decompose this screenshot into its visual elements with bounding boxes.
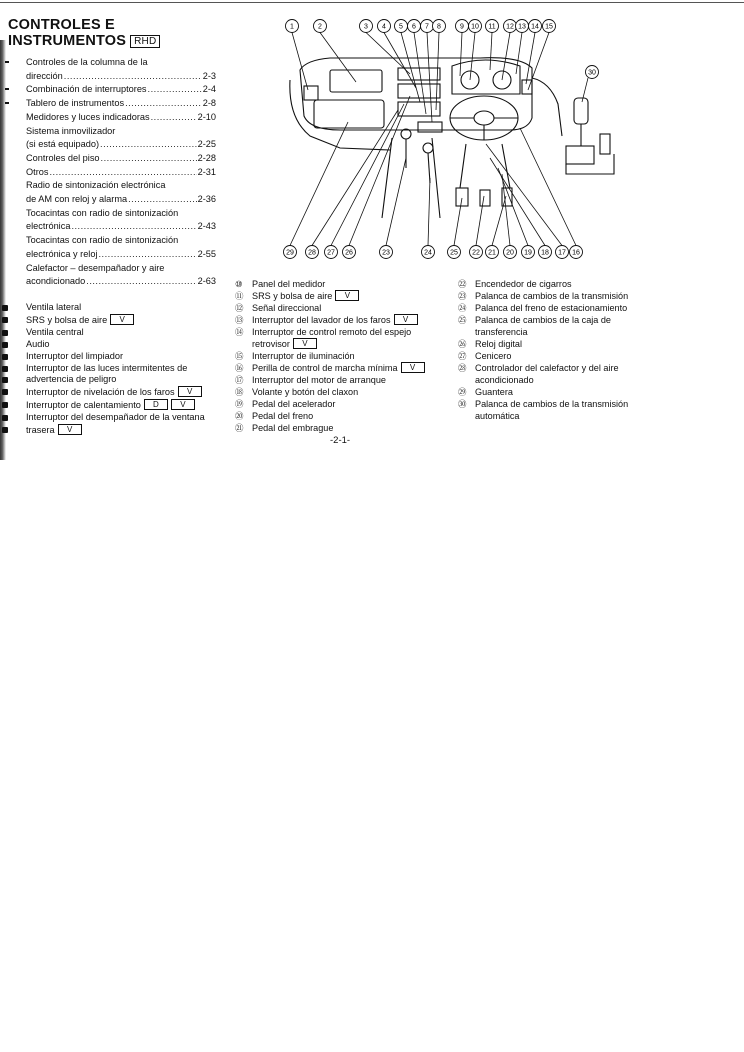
title-line-1: CONTROLES E: [8, 17, 115, 33]
callout-label-top: 1: [290, 23, 294, 31]
callout-label-bottom: 29: [286, 249, 294, 257]
legend-text: [475, 338, 522, 350]
legend-label: Interruptor de control remoto del espejo: [252, 327, 412, 337]
legend-text: [475, 362, 619, 374]
legend-text: [252, 386, 358, 398]
callout-number: ⑭: [235, 327, 244, 337]
leader-line: [526, 33, 535, 85]
legend-text: [475, 302, 627, 314]
legend-label: Pedal del acelerador: [252, 399, 336, 409]
legend-text: [252, 410, 313, 422]
toc-entry-text: Medidores y luces indicadoras: [26, 111, 150, 122]
toc-entry-text: de AM con reloj y alarma: [26, 194, 128, 205]
callout-label-side: 30: [588, 69, 596, 77]
variant-box: V: [178, 386, 202, 397]
legend-text: [252, 398, 335, 410]
callout-number: ㉕: [458, 315, 467, 325]
legend-text: [475, 386, 513, 398]
toc-entry-text: electrónica y reloj: [26, 248, 98, 259]
toc-leader-dots: [100, 138, 197, 152]
callout-number: ⑱: [235, 387, 244, 397]
legend-label: Palanca del freno de estacionamiento: [475, 303, 628, 313]
callout-marker: [2, 354, 8, 360]
leader-line: [320, 33, 356, 83]
callout-number: ⑲: [235, 399, 244, 409]
toc-entry-text: Calefactor – desempañador y aire: [26, 262, 165, 273]
page-title: [8, 17, 160, 49]
legend-right-item: [458, 278, 682, 290]
callout-number: ⑫: [235, 303, 244, 313]
callout-label-top: 12: [506, 23, 514, 31]
top-rule: [0, 2, 744, 3]
legend-mid-item: [235, 410, 455, 422]
bullet-marker: [5, 102, 9, 104]
leader-line: [290, 122, 348, 246]
toc-page-number: 2-36: [197, 194, 216, 205]
toc-page-number: 2-31: [197, 166, 216, 177]
legend-label: Interruptor de iluminación: [252, 351, 355, 361]
callout-marker: [2, 305, 8, 311]
toc-row: [26, 262, 216, 276]
legend-label: Palanca de cambios de la caja de: [475, 315, 611, 325]
legend-text: [252, 350, 355, 362]
legend-right-list: [458, 278, 682, 422]
callout-label-bottom: 23: [382, 249, 390, 257]
callout-number: ㉚: [458, 399, 467, 409]
callout-label-top: 13: [518, 23, 526, 31]
legend-mid-item: [235, 278, 455, 290]
legend-mid-item: [235, 422, 455, 434]
toc-leader-dots: [125, 97, 202, 111]
callout-marker: [2, 427, 8, 433]
callout-label-bottom: 28: [308, 249, 316, 257]
legend-text: [475, 278, 572, 290]
legend-text: [252, 422, 333, 434]
toc-leader-dots: [86, 275, 196, 289]
toc-entry-text: acondicionado: [26, 276, 86, 287]
leader-line: [460, 33, 462, 77]
legend-mid-item: [235, 362, 455, 374]
callout-label-bottom: 20: [506, 249, 514, 257]
legend-left-text: Audio: [26, 338, 50, 349]
toc-entry-text: Combinación de interruptores: [26, 84, 147, 95]
legend-mid-item: [235, 338, 455, 350]
legend-label: transferencia: [475, 327, 528, 337]
bullet-marker: [5, 88, 9, 90]
legend-middle-list: [235, 278, 455, 434]
legend-left-item: [26, 386, 226, 399]
toc-entry-text: Controles del piso: [26, 152, 100, 163]
toc-row: [26, 111, 216, 125]
toc-page-number: 2-8: [202, 98, 216, 109]
legend-text: [252, 278, 325, 290]
callout-number: [458, 326, 475, 338]
callout-label-top: 8: [437, 23, 441, 31]
legend-right-item: [458, 326, 682, 338]
legend-label: SRS y bolsa de aire: [252, 291, 333, 301]
legend-label: Panel del medidor: [252, 279, 326, 289]
callout-label-top: 2: [318, 23, 322, 31]
callout-marker: [2, 402, 8, 408]
toc-row: [26, 83, 216, 97]
callout-marker: [2, 317, 8, 323]
toc-leader-dots: [151, 111, 197, 125]
callout-label-top: 15: [545, 23, 553, 31]
callout-marker: [2, 389, 8, 395]
legend-label: Guantera: [475, 387, 513, 397]
callout-number: ㉘: [458, 363, 467, 373]
callout-label-top: 7: [425, 23, 429, 31]
legend-label: Volante y botón del claxon: [252, 387, 359, 397]
callout-label-top: 14: [531, 23, 539, 31]
toc-entry-text: dirección: [26, 70, 63, 81]
legend-text: [475, 326, 528, 338]
title-line-2: [8, 33, 160, 49]
leader-line: [454, 198, 462, 246]
bullet-marker: [5, 61, 9, 63]
legend-label: Señal direccional: [252, 303, 322, 313]
callout-label-top: 9: [460, 23, 464, 31]
callout-label-bottom: 17: [558, 249, 566, 257]
legend-label: Pedal del freno: [252, 411, 314, 421]
callout-label-bottom: 22: [472, 249, 480, 257]
legend-left-text: Interruptor del limpiador: [26, 350, 124, 361]
legend-label: Encendedor de cigarros: [475, 279, 572, 289]
toc-leader-dots: [128, 193, 197, 207]
leader-line: [428, 178, 430, 246]
callout-label-bottom: 24: [424, 249, 432, 257]
legend-label: acondicionado: [475, 375, 534, 385]
callout-number: ㉑: [235, 423, 244, 433]
variant-box: V: [394, 314, 418, 325]
legend-text: [475, 398, 628, 410]
legend-text: [475, 290, 628, 302]
toc-entry-text: Sistema inmovilizador: [26, 125, 116, 136]
callout-number: ㉒: [458, 279, 467, 289]
legend-text: [252, 314, 418, 326]
legend-left-item: [26, 302, 226, 314]
legend-label: Interruptor del lavador de los faros: [252, 315, 391, 325]
legend-mid-item: [235, 398, 455, 410]
legend-left-item: [26, 374, 226, 386]
toc-row: [26, 97, 216, 111]
leader-line: [292, 33, 308, 91]
legend-left-list: [26, 302, 226, 437]
legend-right-item: [458, 350, 682, 362]
toc-entry-text: Tocacintas con radio de sintonización: [26, 207, 179, 218]
legend-text: [252, 326, 411, 338]
rhd-badge: RHD: [130, 35, 160, 48]
callout-label-top: 6: [412, 23, 416, 31]
legend-text: [252, 302, 321, 314]
callout-label-bottom: 27: [327, 249, 335, 257]
callout-number: ㉔: [458, 303, 467, 313]
toc-page-number: 2-25: [197, 139, 216, 150]
toc-row: [26, 248, 216, 262]
toc-entry-text: (si está equipado): [26, 139, 100, 150]
callout-label-bottom: 16: [572, 249, 580, 257]
legend-text: [475, 314, 611, 326]
callout-number: ⑰: [235, 375, 244, 385]
legend-left-item: [26, 412, 226, 424]
dashboard-diagram: [270, 18, 624, 274]
legend-label: Palanca de cambios de la transmisión: [475, 399, 629, 409]
toc-leader-dots: [49, 166, 196, 180]
leader-line: [427, 33, 432, 123]
callout-number: [458, 374, 475, 386]
legend-text: [475, 374, 534, 386]
callout-number: ⑮: [235, 351, 244, 361]
callout-marker: [2, 330, 8, 336]
legend-right-item: [458, 290, 682, 302]
legend-label: Controlador del calefactor y del aire: [475, 363, 619, 373]
toc-row: [26, 220, 216, 234]
legend-left-item: [26, 327, 226, 339]
callout-marker: [2, 415, 8, 421]
toc-leader-dots: [148, 83, 202, 97]
legend-label: Pedal del embrague: [252, 423, 334, 433]
toc-page-number: 2-63: [197, 276, 216, 287]
legend-label: Palanca de cambios de la transmisión: [475, 291, 629, 301]
variant-box: V: [401, 362, 425, 373]
callout-number: ㉙: [458, 387, 467, 397]
legend-left-item: [26, 314, 226, 327]
legend-left-item: [26, 424, 226, 437]
toc-row: [26, 56, 216, 70]
callout-marker: [2, 342, 8, 348]
legend-text: [475, 410, 519, 422]
callout-label-bottom: 18: [541, 249, 549, 257]
legend-mid-item: [235, 386, 455, 398]
callout-label-top: 4: [382, 23, 386, 31]
variant-box: V: [335, 290, 359, 301]
legend-left-item: [26, 399, 226, 412]
toc-page-number: 2-43: [197, 221, 216, 232]
legend-label: Cenicero: [475, 351, 512, 361]
variant-box: D: [144, 399, 168, 410]
legend-label: automática: [475, 411, 520, 421]
legend-right-item: [458, 374, 682, 386]
leader-line: [502, 33, 510, 81]
legend-right-item: [458, 398, 682, 410]
legend-mid-item: [235, 374, 455, 386]
leader-line: [502, 174, 510, 246]
toc-leader-dots: [101, 152, 197, 166]
legend-left-text: Ventila central: [26, 326, 84, 337]
legend-left-text: SRS y bolsa de aire: [26, 314, 108, 325]
callout-number: [235, 338, 252, 350]
legend-mid-item: [235, 302, 455, 314]
toc-row: [26, 125, 216, 139]
leader-line: [492, 196, 506, 246]
toc-row: [26, 193, 216, 207]
callout-label-top: 5: [399, 23, 403, 31]
legend-left-text: Interruptor de las luces intermitentes de: [26, 362, 188, 373]
callout-number: ⑩: [235, 279, 243, 289]
legend-text: [252, 338, 317, 350]
legend-label: Perilla de control de marcha mínima: [252, 363, 398, 373]
variant-box: V: [110, 314, 134, 325]
callout-marker: [2, 366, 8, 372]
toc-row: [26, 166, 216, 180]
toc-page-number: 2-28: [197, 152, 216, 163]
legend-left-item: [26, 351, 226, 363]
legend-right-item: [458, 302, 682, 314]
callout-label-top: 10: [471, 23, 479, 31]
leader-line: [386, 158, 406, 246]
legend-right-item: [458, 410, 682, 422]
callout-label-top: 11: [488, 23, 496, 31]
legend-left-item: [26, 363, 226, 375]
toc-leader-dots: [64, 70, 202, 84]
toc-row: [26, 275, 216, 289]
toc-row: [26, 207, 216, 221]
toc-entry-text: Tablero de instrumentos: [26, 98, 125, 109]
legend-mid-item: [235, 326, 455, 338]
title-line-2-text: INSTRUMENTOS: [8, 33, 127, 49]
legend-right-item: [458, 314, 682, 326]
callout-number: ㉗: [458, 351, 467, 361]
toc-page-number: 2-3: [202, 70, 216, 81]
legend-label: Interruptor del motor de arranque: [252, 375, 386, 385]
legend-left-text: trasera: [26, 425, 55, 436]
leader-line: [490, 158, 545, 246]
legend-label: Reloj digital: [475, 339, 523, 349]
table-of-contents: [26, 56, 216, 289]
legend-left-text: Interruptor de calentamiento: [26, 400, 141, 411]
legend-text: [252, 362, 425, 374]
leader-line: [486, 144, 562, 246]
callout-label-top: 3: [364, 23, 368, 31]
callout-number: ⑪: [235, 291, 244, 301]
toc-row: [26, 70, 216, 84]
legend-right-item: [458, 386, 682, 398]
legend-left-text: Interruptor de nivelación de los faros: [26, 387, 175, 398]
legend-mid-item: [235, 290, 455, 302]
leader-line: [490, 33, 492, 71]
toc-entry-text: Tocacintas con radio de sintonización: [26, 235, 179, 246]
callout-label-bottom: 21: [488, 249, 496, 257]
legend-text: [475, 350, 511, 362]
callout-number: [458, 410, 475, 422]
variant-box: V: [58, 424, 82, 435]
toc-row: [26, 234, 216, 248]
toc-page-number: 2-55: [197, 248, 216, 259]
leader-line: [331, 104, 404, 246]
toc-row: [26, 179, 216, 193]
legend-left-text: Ventila lateral: [26, 302, 82, 312]
toc-page-number: 2-10: [197, 111, 216, 122]
legend-label: retrovisor: [252, 339, 290, 349]
toc-entry-text: electrónica: [26, 221, 71, 232]
legend-right-item: [458, 362, 682, 374]
legend-left-item: [26, 339, 226, 351]
legend-left-text: Interruptor del desempañador de la ventana: [26, 412, 205, 423]
callout-number: ⑯: [235, 363, 244, 373]
callout-number: ㉖: [458, 339, 467, 349]
page-number: -2-1-: [330, 435, 351, 446]
leader-line: [528, 33, 549, 91]
legend-text: [252, 374, 386, 386]
toc-row: [26, 138, 216, 152]
leader-line: [516, 33, 522, 75]
toc-entry-text: Radio de sintonización electrónica: [26, 180, 166, 191]
callout-marker: [2, 377, 8, 383]
callout-label-bottom: 19: [524, 249, 532, 257]
legend-mid-item: [235, 350, 455, 362]
legend-left-text: advertencia de peligro: [26, 374, 117, 385]
leader-line: [470, 33, 475, 81]
callout-number: ⑳: [235, 411, 244, 421]
toc-entry-text: Controles de la columna de la: [26, 57, 148, 67]
toc-row: [26, 152, 216, 166]
toc-entry-text: Otros: [26, 166, 49, 177]
variant-box: V: [293, 338, 317, 349]
legend-mid-item: [235, 314, 455, 326]
variant-box-2: V: [171, 399, 195, 410]
callout-label-bottom: 26: [345, 249, 353, 257]
legend-text: [252, 290, 359, 302]
callout-label-bottom: 25: [450, 249, 458, 257]
leader-line: [349, 96, 410, 246]
callout-number: ㉓: [458, 291, 467, 301]
toc-leader-dots: [71, 220, 196, 234]
toc-leader-dots: [99, 248, 197, 262]
legend-right-item: [458, 338, 682, 350]
toc-page-number: 2-4: [202, 84, 216, 95]
callout-number: ⑬: [235, 315, 244, 325]
